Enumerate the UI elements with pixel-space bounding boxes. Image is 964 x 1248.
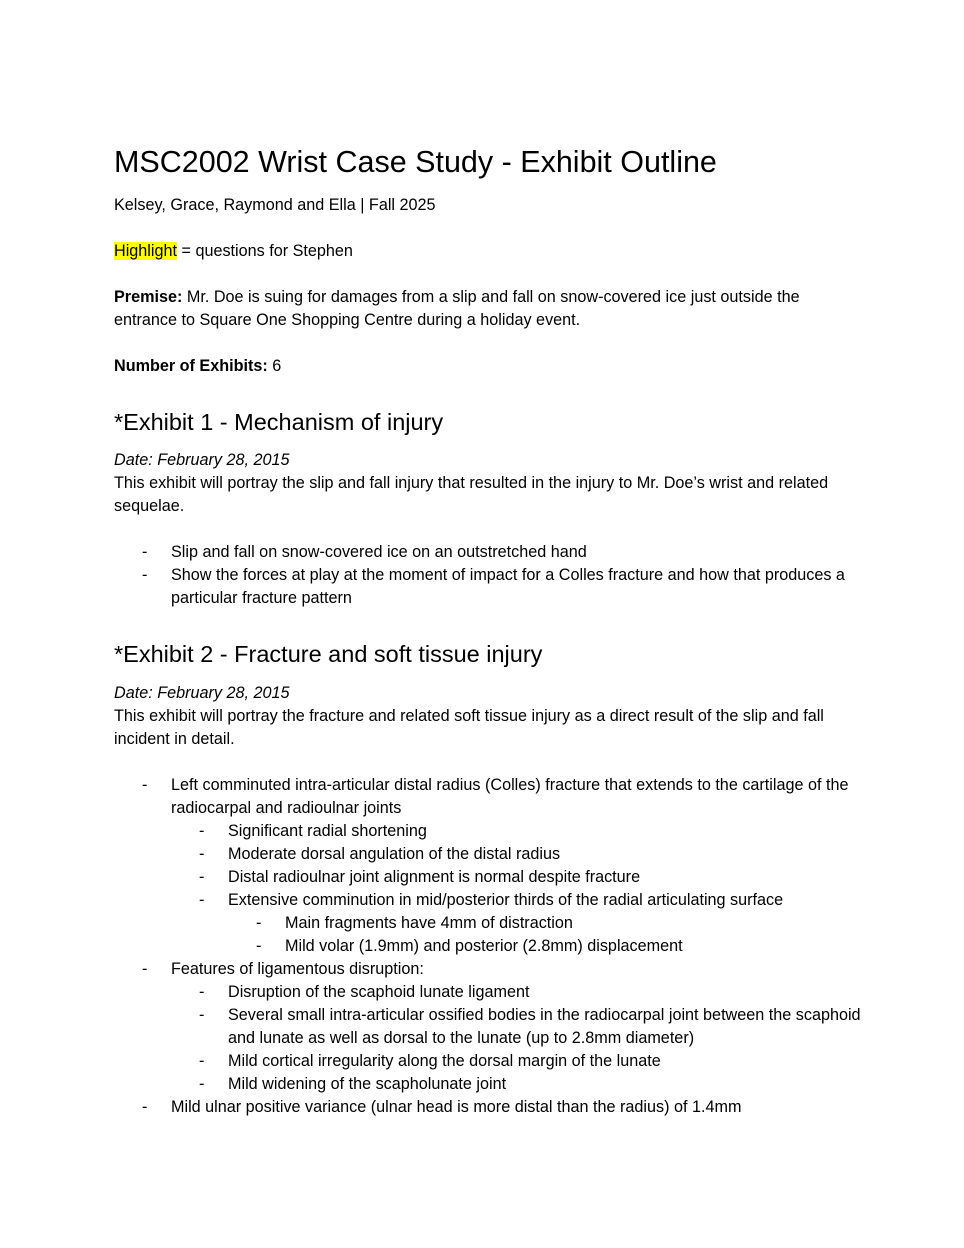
list-item: - Distal radioulnar joint alignment is normal despite fracture <box>171 866 864 889</box>
highlight-legend <box>114 240 864 263</box>
list-item-text: Features of ligamentous disruption: <box>171 960 424 978</box>
list-item: - Mild ulnar positive variance (ulnar head is more distal than the radius) of 1.4mm <box>114 1096 864 1119</box>
list-item: - Main fragments have 4mm of distraction <box>228 912 864 935</box>
list-item: - Slip and fall on snow-covered ice on an outstretched hand <box>114 541 864 564</box>
premise-label: Premise: <box>114 288 183 306</box>
premise-paragraph <box>114 286 864 332</box>
list-item <box>171 889 864 958</box>
exhibit-1-date: Date: February 28, 2015 <box>114 451 290 469</box>
exhibit-2-bullet-list <box>114 774 864 1119</box>
list-item: - Moderate dorsal angulation of the distal radius <box>171 843 864 866</box>
number-of-exhibits-value: 6 <box>267 357 282 375</box>
list-item: - Disruption of the scaphoid lunate ligament <box>171 981 864 1004</box>
number-of-exhibits-label: Number of Exhibits: <box>114 357 268 375</box>
exhibit-1-bullet-list <box>114 541 864 610</box>
authors-line: Kelsey, Grace, Raymond and Ella | Fall 2025 <box>114 196 436 214</box>
list-item: - Significant radial shortening <box>171 820 864 843</box>
list-item <box>114 774 864 958</box>
list-item-text: Extensive comminution in mid/posterior thirds of the radial articulating surface <box>228 891 784 909</box>
exhibit-1-heading: *Exhibit 1 - Mechanism of injury <box>114 409 444 435</box>
list-item: - Mild widening of the scapholunate joint <box>171 1073 864 1096</box>
exhibit-2-heading: *Exhibit 2 - Fracture and soft tissue injury <box>114 641 543 667</box>
fracture-sublist <box>171 820 864 958</box>
document-title: MSC2002 Wrist Case Study - Exhibit Outline <box>114 145 717 179</box>
number-of-exhibits <box>114 355 864 378</box>
list-item: - Several small intra-articular ossified bodies in the radiocarpal joint between the scaphoid and lunate as well as dorsal to the lunate (up to 2.8mm diameter) <box>171 1004 864 1050</box>
exhibit-1-description: This exhibit will portray the slip and fall injury that resulted in the injury to Mr. Doe’s wrist and related sequelae. <box>114 474 829 515</box>
exhibit-2-description: This exhibit will portray the fracture and related soft tissue injury as a direct result of the slip and fall incident in detail. <box>114 707 824 748</box>
comminution-sublist <box>228 912 864 958</box>
list-item <box>114 958 864 1096</box>
list-item-text: Left comminuted intra-articular distal radius (Colles) fracture that extends to the cartilage of the radiocarpal and radioulnar joints <box>171 776 849 817</box>
ligament-sublist <box>171 981 864 1096</box>
premise-text: Mr. Doe is suing for damages from a slip and fall on snow-covered ice just outside the entrance to Square One Shopping Centre during a holiday event. <box>114 288 800 329</box>
exhibit-2-date: Date: February 28, 2015 <box>114 684 290 702</box>
list-item: - Mild volar (1.9mm) and posterior (2.8mm) displacement <box>228 935 864 958</box>
list-item: - Mild cortical irregularity along the dorsal margin of the lunate <box>171 1050 864 1073</box>
list-item: - Show the forces at play at the moment of impact for a Colles fracture and how that produces a particular fracture pattern <box>114 564 864 610</box>
highlight-sample: Highlight <box>114 242 177 260</box>
highlight-legend-text: = questions for Stephen <box>177 242 353 260</box>
